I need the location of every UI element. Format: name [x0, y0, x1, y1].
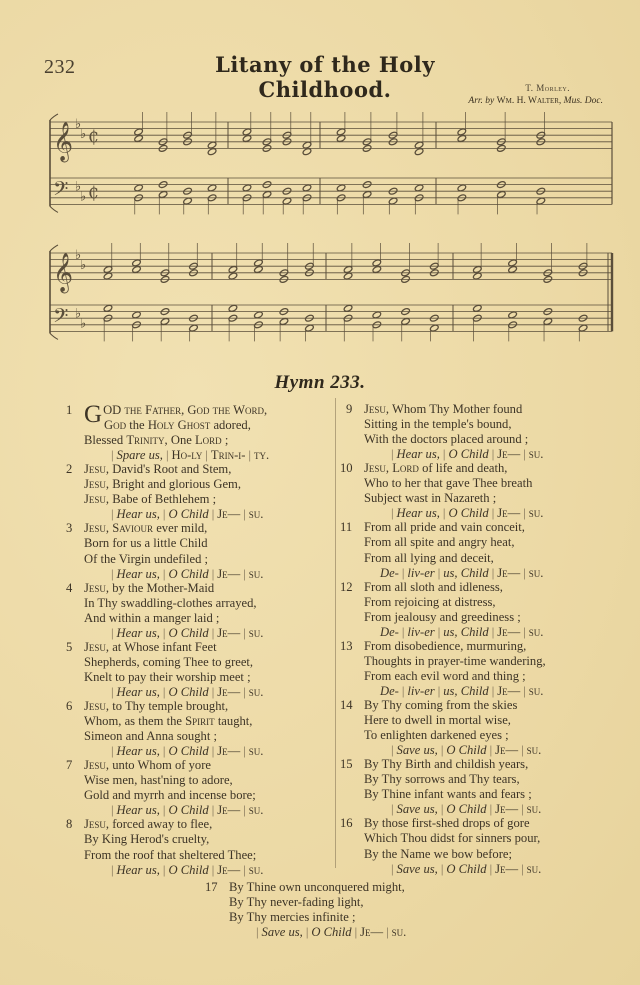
bar-mark: | [491, 447, 495, 462]
verse-line: Jesu, forced away to flee, [84, 817, 213, 832]
refrain-syllable: liv-er [407, 684, 435, 699]
refrain-syllable: Spare us, [116, 448, 163, 463]
refrain-syllable: O Child [446, 802, 487, 817]
bar-mark: | [442, 447, 446, 462]
arranger-degree: Mus. Doc. [563, 96, 603, 106]
bar-mark: | [489, 861, 493, 876]
refrain-syllable: su. [528, 506, 544, 521]
hymn-heading: Hymn 233. [274, 372, 366, 393]
refrain-syllable: O Child [168, 744, 209, 759]
bar-mark: | [111, 862, 114, 877]
verse-line: From jealousy and greediness ; [364, 609, 521, 624]
bar-mark: | [211, 625, 215, 640]
refrain-syllable: Hear us, [396, 506, 440, 521]
verse-line: From all spite and angry heat, [364, 535, 515, 550]
refrain-syllable: Hear us, [116, 803, 160, 818]
verse-line: By Thy sorrows and Thy tears, [364, 772, 520, 787]
refrain-syllable: liv-er [407, 565, 435, 580]
refrain-syllable: su. [248, 507, 264, 522]
refrain-syllable: ty. [254, 448, 270, 463]
refrain-syllable: Save us, [261, 925, 303, 940]
bar-mark: | [243, 566, 246, 581]
verse-number: 13 [340, 638, 353, 653]
verse-line: By King Herod's cruelty, [84, 832, 210, 847]
bar-mark: | [162, 625, 166, 640]
bar-mark: | [305, 925, 309, 940]
bar-mark: | [243, 744, 246, 759]
refrain-syllable: su. [248, 685, 264, 700]
bar-mark: | [523, 447, 526, 462]
bar-mark: | [111, 566, 114, 581]
refrain-syllable: Hear us, [116, 685, 160, 700]
bar-mark: | [491, 624, 495, 639]
refrain-syllable: Save us, [396, 861, 438, 876]
refrain-syllable: su. [526, 802, 542, 817]
verse-refrain [66, 448, 269, 463]
bar-mark: | [489, 802, 493, 817]
svg-text:♭: ♭ [80, 316, 87, 332]
verse-line: Subject wast in Nazareth ; [364, 491, 497, 506]
verse-line: From disobedience, murmuring, [364, 638, 527, 653]
bar-mark: | [437, 624, 441, 639]
refrain-syllable: O Child [168, 507, 209, 522]
bar-mark: | [391, 447, 394, 462]
verse-line: Whom, as them the Spirit taught, [84, 714, 253, 729]
bar-mark: | [243, 862, 246, 877]
verse-line: Knelt to pay their worship meet ; [84, 669, 251, 684]
bar-mark: | [162, 566, 166, 581]
bar-mark: | [162, 803, 166, 818]
verse-number: 17 [205, 880, 218, 894]
refrain-syllable: Je— [497, 684, 521, 699]
refrain-syllable: De- [380, 624, 399, 639]
verse-3 [66, 521, 263, 581]
verse-17 [205, 880, 407, 940]
verse-2 [66, 462, 263, 522]
verse-16 [340, 816, 542, 876]
refrain-syllable: O Child [446, 861, 487, 876]
bar-mark: | [489, 743, 493, 758]
verse-line: Jesu, Babe of Bethlehem ; [84, 492, 217, 507]
verse-refrain [346, 862, 541, 877]
refrain-syllable: Je— [495, 743, 519, 758]
bar-mark: | [521, 861, 524, 876]
column-divider [335, 398, 336, 868]
refrain-syllable: Je— [497, 565, 521, 580]
svg-text:₵: ₵ [88, 126, 99, 147]
verse-9 [346, 402, 543, 462]
bar-mark: | [442, 506, 446, 521]
verse-line: By Thine own unconquered might, [229, 880, 405, 894]
verse-refrain [66, 685, 263, 700]
refrain-syllable: Je— [217, 625, 241, 640]
verse-refrain [346, 802, 541, 817]
bar-mark: | [205, 448, 208, 463]
svg-text:♭: ♭ [75, 179, 82, 195]
verse-number: 6 [66, 699, 73, 713]
refrain-syllable: Hear us, [116, 566, 160, 581]
refrain-syllable: su. [528, 447, 544, 462]
refrain-syllable: su. [528, 565, 544, 580]
bar-mark: | [491, 684, 495, 699]
verse-refrain [66, 744, 263, 759]
refrain-syllable: Je— [217, 744, 241, 759]
refrain-syllable: Hear us, [116, 744, 160, 759]
refrain-syllable: Je— [495, 861, 519, 876]
bar-mark: | [386, 925, 389, 940]
refrain-syllable: su. [248, 744, 264, 759]
bar-mark: | [437, 684, 441, 699]
svg-text:♭: ♭ [75, 117, 82, 132]
verse-line: Of the Virgin undefiled ; [84, 551, 209, 566]
refrain-syllable: Hear us, [116, 625, 160, 640]
bar-mark: | [211, 507, 215, 522]
verse-10 [340, 461, 544, 521]
verse-line: With the doctors placed around ; [364, 432, 529, 447]
refrain-syllable: Je— [217, 803, 241, 818]
refrain-syllable: su. [248, 625, 264, 640]
bar-mark: | [440, 861, 444, 876]
verse-refrain [66, 507, 263, 522]
verse-line: In Thy swaddling-clothes arrayed, [84, 595, 257, 610]
verse-refrain [346, 684, 546, 699]
refrain-syllable: Je— [217, 862, 241, 877]
bar-mark: | [243, 507, 246, 522]
verse-line: From rejoicing at distress, [364, 594, 496, 609]
arranger-prefix: Arr. by [468, 96, 495, 106]
refrain-syllable: liv-er [407, 624, 435, 639]
bar-mark: | [162, 862, 166, 877]
bar-mark: | [523, 624, 526, 639]
verse-line: Jesu, Lord of life and death, [364, 461, 508, 476]
verse-line: Gold and myrrh and incense bore; [84, 788, 256, 803]
svg-text:♭: ♭ [75, 306, 82, 322]
verse-refrain [346, 743, 541, 758]
refrain-syllable: su. [248, 862, 264, 877]
bar-mark: | [401, 565, 405, 580]
refrain-syllable: O Child [168, 566, 209, 581]
verse-15 [340, 757, 542, 817]
verse-14 [340, 698, 542, 758]
verse-line: By Thy mercies infinite ; [229, 910, 356, 925]
bar-mark: | [523, 506, 526, 521]
refrain-syllable: Je— [497, 506, 521, 521]
bar-mark: | [111, 507, 114, 522]
bar-mark: | [243, 685, 246, 700]
refrain-syllable: De- [380, 684, 399, 699]
bar-mark: | [391, 506, 394, 521]
verse-line: Shepherds, coming Thee to greet, [84, 654, 254, 669]
svg-text:♭: ♭ [80, 257, 87, 273]
verse-line: GOD the Father, God the Word, [84, 401, 268, 428]
svg-text:𝄞: 𝄞 [53, 252, 74, 293]
verse-number: 14 [340, 698, 353, 712]
refrain-syllable: Ho-ly [171, 448, 203, 463]
refrain-syllable: su. [528, 624, 544, 639]
refrain-syllable: Je— [217, 507, 241, 522]
bar-mark: | [211, 685, 215, 700]
bar-mark: | [243, 625, 246, 640]
bar-mark: | [491, 506, 495, 521]
refrain-syllable: O Child [311, 925, 352, 940]
verse-refrain [346, 506, 543, 521]
verse-number: 16 [340, 816, 353, 831]
verse-line: Thoughts in prayer-time wandering, [364, 653, 546, 668]
verse-line: Jesu, at Whose infant Feet [84, 639, 217, 654]
verse-line: And within a manger laid ; [84, 610, 220, 625]
refrain-syllable: Hear us, [396, 447, 440, 462]
verse-line: To enlighten darkened eyes ; [364, 728, 509, 743]
svg-text:♭: ♭ [75, 248, 82, 263]
verse-line: Which Thou didst for sinners pour, [364, 831, 541, 846]
bar-mark: | [491, 565, 495, 580]
verse-number: 5 [66, 639, 73, 654]
refrain-syllable: Je— [360, 925, 384, 940]
verse-line: God the Holy Ghost adored, [104, 418, 251, 433]
refrain-syllable: us, Child [443, 624, 489, 639]
bar-mark: | [401, 684, 405, 699]
bar-mark: | [162, 685, 166, 700]
arranger-name: Wm. H. Walter, [496, 96, 562, 106]
svg-text:𝄢: 𝄢 [53, 303, 69, 332]
verse-line: Wise men, hast'ning to adore, [84, 773, 233, 788]
verse-refrain [346, 566, 543, 581]
verse-6 [66, 699, 263, 759]
verse-line: By Thy never-fading light, [229, 895, 364, 910]
verse-refrain [346, 447, 543, 462]
bar-mark: | [211, 862, 215, 877]
bar-mark: | [211, 566, 215, 581]
verse-line: Born for us a little Child [84, 536, 208, 551]
refrain-syllable: su. [248, 803, 264, 818]
svg-text:₵: ₵ [88, 182, 99, 203]
verse-7 [66, 758, 263, 818]
verse-line: Jesu, to Thy temple brought, [84, 699, 229, 713]
refrain-syllable: Je— [217, 566, 241, 581]
refrain-syllable: Je— [497, 624, 521, 639]
verse-number: 1 [66, 403, 73, 417]
bar-mark: | [111, 685, 114, 700]
page-title: Litany of the Holy Childhood. [215, 52, 435, 102]
verse-line: By Thy coming from the skies [364, 698, 518, 712]
verse-13 [340, 638, 546, 699]
refrain-syllable: O Child [448, 506, 489, 521]
verse-line: From each evil word and thing ; [364, 668, 526, 683]
bar-mark: | [162, 507, 166, 522]
refrain-syllable: O Child [168, 803, 209, 818]
verse-line: Here to dwell in mortal wise, [364, 713, 511, 728]
verse-line: By Thy Birth and childish years, [364, 757, 529, 772]
verse-number: 15 [340, 757, 353, 772]
refrain-syllable: De- [380, 565, 399, 580]
bar-mark: | [243, 803, 246, 818]
verse-number: 9 [346, 402, 353, 416]
verse-line: Jesu, unto Whom of yore [84, 758, 212, 773]
refrain-syllable: Save us, [396, 743, 438, 758]
verse-line: Blessed Trinity, One Lord ; [84, 433, 229, 448]
verse-number: 10 [340, 461, 353, 476]
refrain-syllable: O Child [448, 447, 489, 462]
verse-number: 4 [66, 580, 73, 595]
refrain-syllable: Je— [497, 447, 521, 462]
bar-mark: | [523, 684, 526, 699]
verse-refrain [66, 626, 263, 641]
bar-mark: | [440, 802, 444, 817]
bar-mark: | [391, 802, 394, 817]
refrain-syllable: Save us, [396, 802, 438, 817]
refrain-syllable: su. [526, 743, 542, 758]
bar-mark: | [111, 803, 114, 818]
verse-line: Jesu, by the Mother-Maid [84, 580, 215, 595]
bar-mark: | [165, 448, 169, 463]
verse-refrain [211, 925, 406, 940]
bar-mark: | [162, 744, 166, 759]
verse-line: By Thine infant wants and fears ; [364, 787, 532, 802]
bar-mark: | [391, 861, 394, 876]
verse-5 [66, 640, 263, 700]
refrain-syllable: su. [248, 566, 264, 581]
verse-line: From the roof that sheltered Thee; [84, 847, 257, 862]
refrain-syllable: Trin-i- [210, 448, 246, 463]
verse-number: 3 [66, 521, 73, 536]
verse-refrain [66, 863, 263, 878]
music-score [0, 0, 640, 370]
bar-mark: | [440, 743, 444, 758]
page-number: 232 [44, 56, 76, 78]
refrain-syllable: us, Child [443, 684, 489, 699]
refrain-syllable: O Child [168, 862, 209, 877]
svg-text:♭: ♭ [80, 126, 87, 142]
bar-mark: | [211, 744, 215, 759]
verse-line: From all lying and deceit, [364, 550, 494, 565]
bar-mark: | [437, 565, 441, 580]
verse-number: 11 [340, 520, 353, 535]
bar-mark: | [111, 625, 114, 640]
refrain-syllable: O Child [168, 625, 209, 640]
verse-line: Jesu, Whom Thy Mother found [364, 402, 523, 416]
bar-mark: | [354, 925, 358, 940]
composer-credit: T. Morley. [525, 83, 570, 93]
refrain-syllable: su. [526, 861, 542, 876]
svg-text:♭: ♭ [80, 189, 87, 205]
verse-11 [340, 520, 544, 580]
bar-mark: | [256, 925, 259, 940]
verse-number: 7 [66, 758, 73, 773]
svg-text:𝄞: 𝄞 [53, 121, 74, 162]
bar-mark: | [521, 743, 524, 758]
refrain-syllable: O Child [446, 743, 487, 758]
verse-line: Jesu, David's Root and Stem, [84, 462, 232, 477]
verse-line: From all pride and vain conceit, [364, 520, 525, 535]
bar-mark: | [211, 803, 215, 818]
bar-mark: | [111, 448, 114, 463]
verse-refrain [66, 567, 263, 582]
bar-mark: | [111, 744, 114, 759]
refrain-syllable: us, Child [443, 565, 489, 580]
verse-number: 2 [66, 462, 73, 477]
refrain-syllable: su. [528, 684, 544, 699]
verse-8 [66, 817, 263, 877]
verse-refrain [66, 803, 263, 818]
bar-mark: | [391, 743, 394, 758]
bar-mark: | [248, 448, 252, 463]
refrain-syllable: O Child [168, 685, 209, 700]
verse-line: From all sloth and idleness, [364, 579, 503, 594]
verse-line: By the Name we bow before; [364, 846, 513, 861]
refrain-syllable: Hear us, [116, 862, 160, 877]
verse-number: 12 [340, 579, 353, 594]
verse-line: Simeon and Anna sought ; [84, 729, 217, 744]
verse-line: By those first-shed drops of gore [364, 816, 530, 831]
verse-12 [340, 579, 544, 640]
verse-line: Jesu, Bright and glorious Gem, [84, 477, 241, 492]
refrain-syllable: Je— [217, 685, 241, 700]
refrain-syllable: su. [391, 925, 407, 940]
bar-mark: | [521, 802, 524, 817]
refrain-syllable: Hear us, [116, 507, 160, 522]
drop-cap: G [84, 401, 103, 428]
refrain-syllable: Je— [495, 802, 519, 817]
verse-number: 8 [66, 817, 73, 832]
verse-refrain [346, 625, 543, 640]
verse-1 [66, 403, 269, 463]
bar-mark: | [523, 565, 526, 580]
bar-mark: | [401, 624, 405, 639]
verse-line: Jesu, Saviour ever mild, [84, 521, 208, 536]
verse-line: Who to her that gave Thee breath [364, 476, 533, 491]
verse-line: Sitting in the temple's bound, [364, 417, 512, 432]
svg-text:𝄢: 𝄢 [53, 176, 69, 205]
verse-4 [66, 581, 263, 641]
